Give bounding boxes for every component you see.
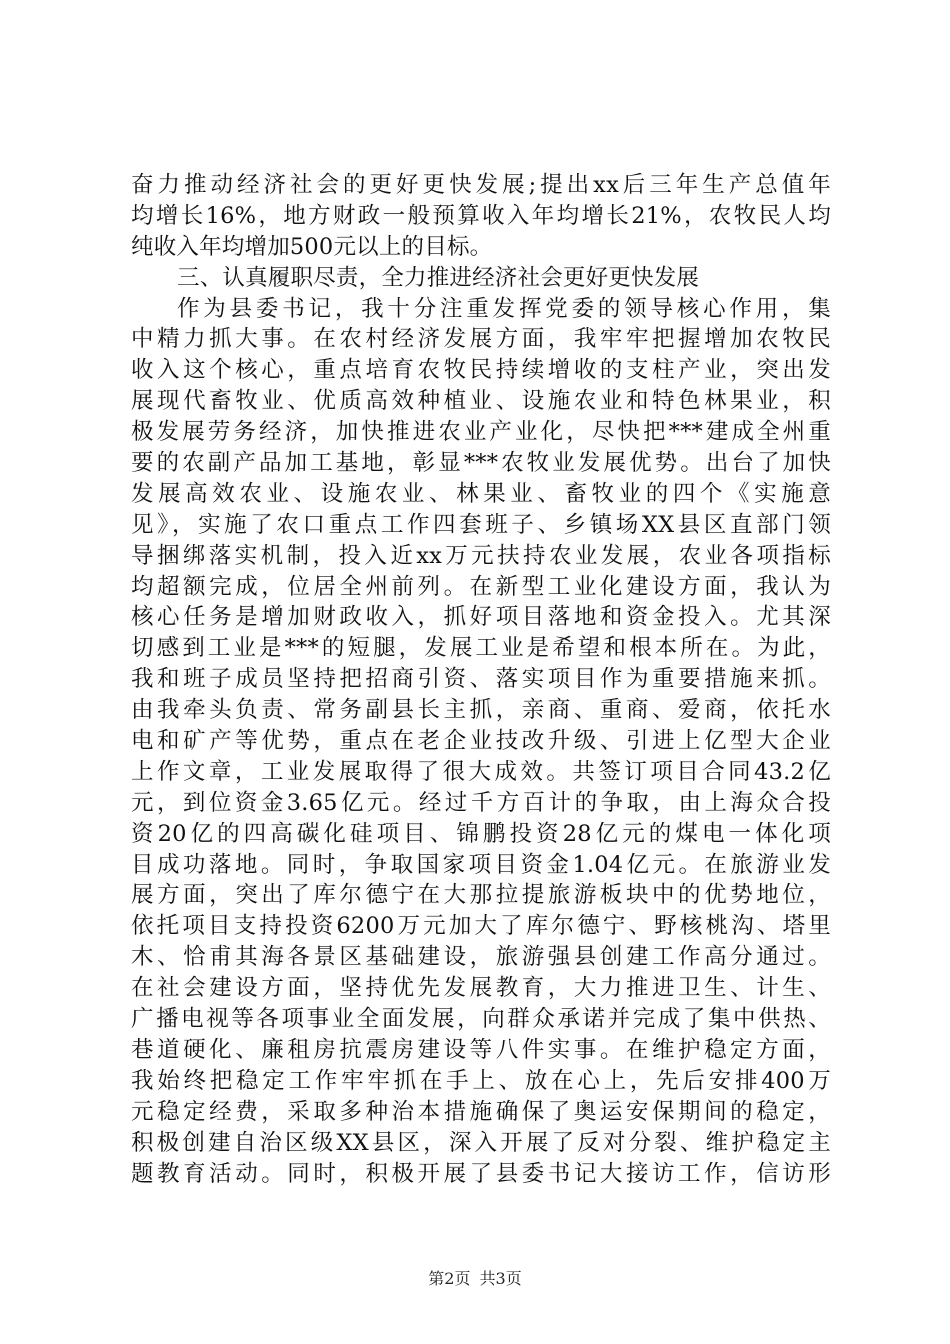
- text-line: 资20亿的四高碳化硅项目、锦鹏投资28亿元的煤电一体化项: [131, 820, 831, 847]
- text-line: 上作文章，工业发展取得了很大成效。共签订项目合同43.2亿: [131, 758, 831, 785]
- text-line: 目成功落地。同时，争取国家项目资金1.04亿元。在旅游业发: [131, 851, 831, 878]
- text-line: 作为县委书记，我十分注重发挥党委的领导核心作用，集: [177, 295, 831, 322]
- text-line: 均增长16%，地方财政一般预算收入年均增长21%，农牧民人均: [131, 202, 831, 229]
- text-line: 纯收入年均增加500元以上的目标。: [131, 233, 493, 260]
- text-line: 巷道硬化、廉租房抗震房建设等八件实事。在维护稳定方面，: [131, 1036, 831, 1063]
- body-text: [131, 170, 831, 1189]
- page-footer: [0, 1268, 950, 1290]
- text-line: 木、恰甫其海各景区基础建设，旅游强县创建工作高分通过。: [131, 944, 831, 971]
- text-line: 发展高效农业、设施农业、林果业、畜牧业的四个《实施意: [131, 480, 831, 507]
- text-line: 元，到位资金3.65亿元。经过千方百计的争取，由上海众合投: [131, 789, 831, 816]
- page-number: 第2页: [428, 1269, 471, 1288]
- text-line: 由我牵头负责、常务副县长主抓，亲商、重商、爱商，依托水: [131, 697, 831, 724]
- text-line: 极发展劳务经济，加快推进农业产业化，尽快把***建成全州重: [131, 419, 831, 446]
- text-line: 要的农副产品加工基地，彰显***农牧业发展优势。出台了加快: [131, 450, 831, 477]
- text-line: 导捆绑落实机制，投入近xx万元扶持农业发展，农业各项指标: [131, 542, 831, 569]
- text-line: 我始终把稳定工作牢牢抓在手上、放在心上，先后安排400万: [131, 1067, 831, 1094]
- text-line: 我和班子成员坚持把招商引资、落实项目作为重要措施来抓。: [131, 666, 831, 693]
- text-line: 奋力推动经济社会的更好更快发展;提出xx后三年生产总值年: [131, 172, 831, 198]
- text-line: 展方面，突出了库尔德宁在大那拉提旅游板块中的优势地位，: [131, 882, 831, 909]
- text-line: 元稳定经费，采取多种治本措施确保了奥运安保期间的稳定，: [131, 1098, 831, 1125]
- text-line: 收入这个核心，重点培育农牧民持续增收的支柱产业，突出发: [131, 357, 831, 384]
- page-total: 共3页: [479, 1269, 522, 1288]
- section-heading: 三、认真履职尽责，全力推进经济社会更好更快发展: [177, 264, 700, 291]
- text-line: 见》，实施了农口重点工作四套班子、乡镇场XX县区直部门领: [131, 511, 831, 538]
- text-line: 依托项目支持投资6200万元加大了库尔德宁、野核桃沟、塔里: [131, 913, 831, 940]
- text-line: 电和矿产等优势，重点在老企业技改升级、引进上亿型大企业: [131, 728, 831, 755]
- text-line: 广播电视等各项事业全面发展，向群众承诺并完成了集中供热、: [131, 1006, 831, 1033]
- text-line: 在社会建设方面，坚持优先发展教育，大力推进卫生、计生、: [131, 975, 831, 1002]
- text-line: 题教育活动。同时，积极开展了县委书记大接访工作，信访形: [131, 1160, 831, 1187]
- text-line: 中精力抓大事。在农村经济发展方面，我牢牢把握增加农牧民: [131, 326, 831, 353]
- text-line: 展现代畜牧业、优质高效种植业、设施农业和特色林果业，积: [131, 388, 831, 415]
- text-line: 均超额完成，位居全州前列。在新型工业化建设方面，我认为: [131, 573, 831, 600]
- text-line: 积极创建自治区级XX县区，深入开展了反对分裂、维护稳定主: [131, 1129, 831, 1156]
- text-line: 切感到工业是***的短腿，发展工业是希望和根本所在。为此，: [131, 635, 831, 662]
- text-line: 核心任务是增加财政收入，抓好项目落地和资金投入。尤其深: [131, 604, 831, 631]
